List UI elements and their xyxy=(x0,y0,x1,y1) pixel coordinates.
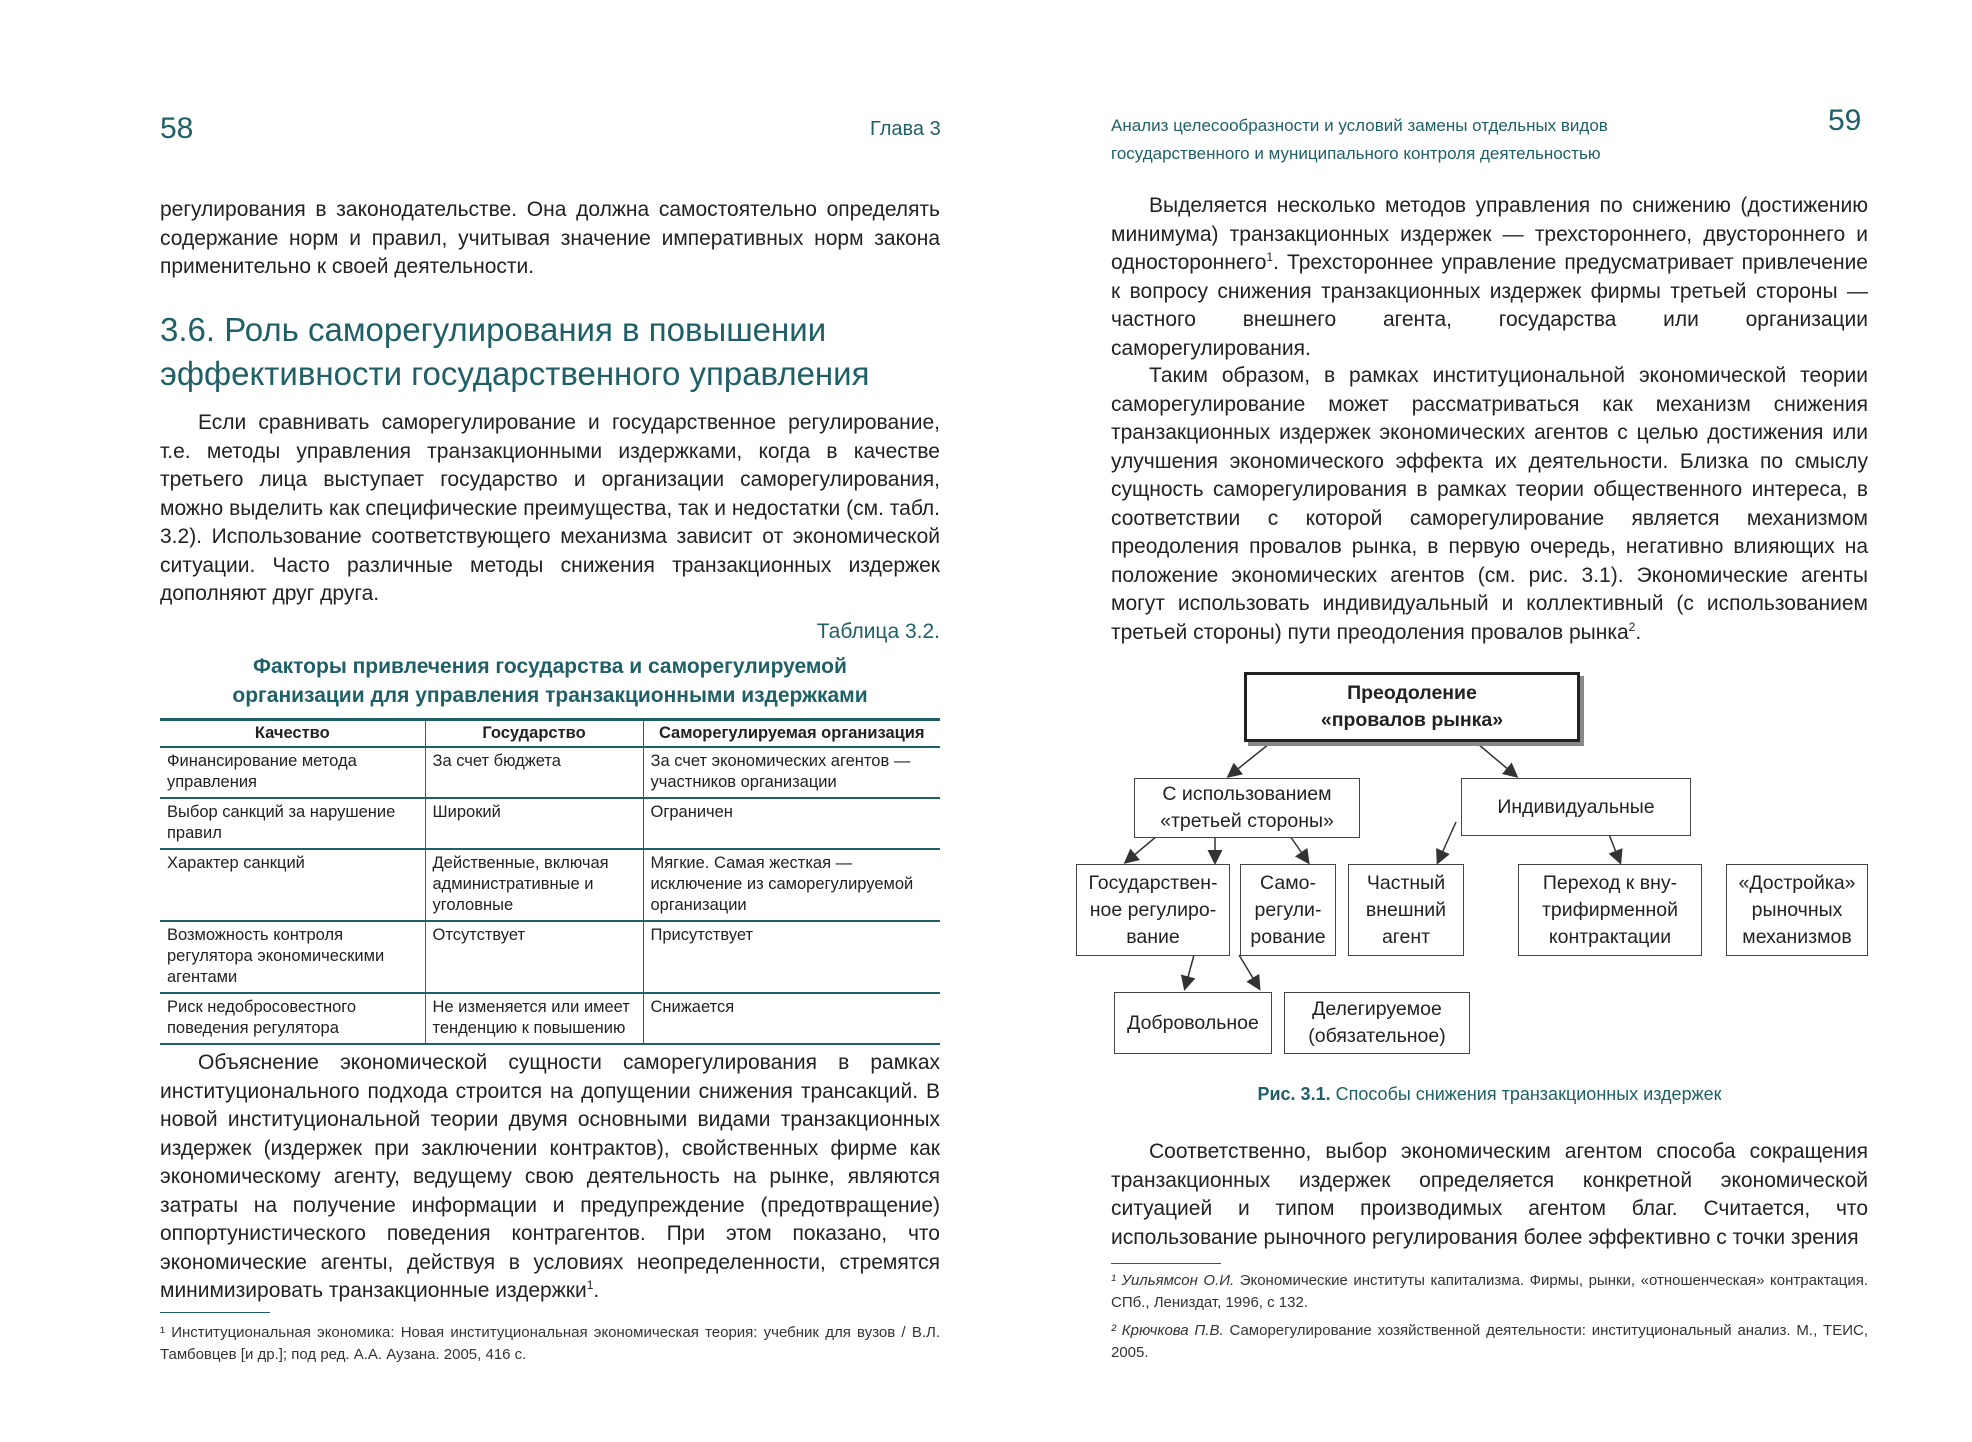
diagram-voluntary-box xyxy=(1114,992,1272,1054)
running-header xyxy=(1111,112,1711,168)
diagram-individual-box xyxy=(1461,778,1691,836)
private-line-2: внешний xyxy=(1365,898,1447,921)
intrafirm-line-2: трифирменной xyxy=(1542,898,1678,921)
figure-caption xyxy=(1111,1084,1868,1105)
table-cell: Присутствует xyxy=(643,921,940,993)
diagram-intrafirm-box xyxy=(1518,864,1702,956)
factors-table-wrapper xyxy=(160,718,940,1045)
chapter-header: Глава 3 xyxy=(870,118,941,140)
arrow-root-to-individual xyxy=(1478,744,1516,776)
table-cell: Характер санкций xyxy=(160,849,425,921)
intro-paragraph: регулирования в законодательстве. Она должна самостоятельно определять содержание норм и правил, учитывая значение императивных норм закона применительно к своей деятельности. xyxy=(160,198,940,278)
diagram-market-box xyxy=(1726,864,1868,956)
right-paragraph-1-rest: . Трехстороннее управление предусматривает привлечение к вопросу снижения транзакционных издержек фирмы третьей стороны — частного внешнего агента, государства или организации саморегулирования. xyxy=(1111,251,1868,360)
figure-label: Рис. 3.1. xyxy=(1257,1084,1331,1104)
footnote-2-author: ² Крючкова П.В. xyxy=(1111,1322,1224,1339)
footnote-1: ¹ Институциональная экономика: Новая институциональная экономическая теория: учебник для вузов / В.Л. Тамбовцев [и др.]; под ред. А.А. Аузана. 2005, 416 с. xyxy=(160,1324,940,1363)
section-title: 3.6. Роль саморегулирования в повышении эффективности государственного управления xyxy=(160,311,870,392)
footnote-ref-1[interactable]: 1 xyxy=(586,1278,594,1292)
right-paragraph-2 xyxy=(1111,362,1868,647)
table-header-cell: Качество xyxy=(160,720,425,748)
table-cell: Снижается xyxy=(643,993,940,1044)
footnote-ref-2[interactable]: 2 xyxy=(1628,619,1636,634)
diagram-private-box xyxy=(1348,864,1464,956)
footnote-rule xyxy=(1111,1263,1221,1264)
diagram-state-box xyxy=(1076,864,1230,956)
table-cell: Финансирование метода управления xyxy=(160,747,425,798)
table-cell: Выбор санкций за нарушение правил xyxy=(160,798,425,849)
footnote-1 xyxy=(1111,1270,1868,1314)
footnote-ref-1[interactable]: 1 xyxy=(1266,250,1274,264)
intrafirm-line-3: контрактации xyxy=(1548,925,1672,948)
footnote-1-text: Экономические институты капитализма. Фирмы, рынки, «отношенческая» контрактация. СПб., Лениздат, 1996, с 132. xyxy=(1111,1272,1868,1311)
arrow-root-to-third-party xyxy=(1229,744,1269,776)
section-paragraph-1: Если сравнивать саморегулирование и государственное регулирование, т.е. методы управления транзакционными издержками, когда в качестве третьего лица выступает государство и организации саморегулирования, можно выделить как специфические преимущества, так и недостатки (см. табл. 3.2). Использование соответствующего механизма зависит от экономической ситуации. Часто различные методы снижения транзакционных издержек дополняют друг друга. xyxy=(160,411,940,605)
table-row xyxy=(160,921,940,993)
state-line-3: вание xyxy=(1126,925,1180,948)
arrow-third-to-private xyxy=(1290,836,1308,862)
third-party-line-2: «третьей стороны» xyxy=(1160,810,1334,832)
figure-caption-text: Способы снижения транзакционных издержек xyxy=(1335,1084,1722,1104)
state-line-2: ное регулиро- xyxy=(1089,898,1217,921)
individual-label: Индивидуальные xyxy=(1497,795,1655,818)
delegated-line-1: Делегируемое xyxy=(1312,998,1442,1020)
table-cell: Широкий xyxy=(425,798,643,849)
section-paragraph-2 xyxy=(160,1049,940,1306)
table-title-line-1: Факторы привлечения государства и саморегулируемой xyxy=(253,655,847,678)
right-paragraph-3: Соответственно, выбор экономическим агентом способа сокращения транзакционных издержек определяется конкретной экономической ситуацией и типом производимых агентом благ. Считается, что использование рыночного регулирования более эффективно с точки зрения xyxy=(1111,1140,1868,1249)
right-paragraph-2-text: Таким образом, в рамках институциональной экономической теории саморегулирование может рассматриваться как механизм снижения транзакционных издержек экономических агентов с целью достижения или улучшения экономического эффекта их деятельности. Близка по смыслу сущность саморегулирования в рамках теории общественного интереса, в соответствии с которой саморегулирование является механизмом преодоления провалов рынка, в первую очередь, негативно влияющих на положение экономических агентов (см. рис. 3.1). Экономические агенты могут использовать индивидуальный и коллективный (с использованием третьей стороны) пути преодоления провалов рынка xyxy=(1111,364,1868,644)
arrow-selfreg-to-voluntary xyxy=(1185,955,1194,988)
root-line-1: Преодоление xyxy=(1347,682,1477,704)
private-line-3: агент xyxy=(1381,925,1431,948)
table-cell: Действенные, включая административные и уголовные xyxy=(425,849,643,921)
table-header-cell: Саморегулируемая организация xyxy=(643,720,940,748)
table-cell: Мягкие. Самая жесткая — исключение из саморегулируемой организации xyxy=(643,849,940,921)
table-cell: Отсутствует xyxy=(425,921,643,993)
diagram-root-box xyxy=(1244,672,1580,742)
running-header-line-2: государственного и муниципального контроля деятельностью xyxy=(1111,144,1601,163)
table-row xyxy=(160,993,940,1044)
delegated-line-2: (обязательное) xyxy=(1308,1025,1446,1047)
table-row xyxy=(160,747,940,798)
table-title xyxy=(160,652,940,710)
root-line-2: «провалов рынка» xyxy=(1320,709,1504,731)
market-failure-diagram xyxy=(1084,670,1884,1070)
table-cell: Не изменяется или имеет тенденцию к повышению xyxy=(425,993,643,1044)
factors-table xyxy=(160,718,940,1045)
paragraph-2-text: Объяснение экономической сущности саморегулирования в рамках институционального подхода строится на допущении снижения трансакций. В новой институциональной теории двумя основными видами транзакционных издержек (издержек при заключении контрактов), свойственных фирме как экономическому агенту, ведущему свою деятельность на рынке, являются затраты на получение информации и предупреждение (предотвращение) оппортунистического поведения контрагентов. При этом показано, что экономические агенты, действуя в условиях неопределенности, стремятся минимизировать транзакционные издержки xyxy=(160,1051,940,1302)
footnote-2 xyxy=(1111,1320,1868,1364)
table-cell: За счет экономических агентов — участников организации xyxy=(643,747,940,798)
footnote-1-author: ¹ Уильямсон О.И. xyxy=(1111,1272,1235,1289)
private-line-1: Частный xyxy=(1366,871,1446,894)
third-party-line-1: С использованием xyxy=(1162,783,1332,805)
table-row xyxy=(160,798,940,849)
selfreg-line-1: Само- xyxy=(1260,871,1316,894)
table-row xyxy=(160,849,940,921)
diagram-delegated-box xyxy=(1284,992,1470,1054)
table-cell: Ограничен xyxy=(643,798,940,849)
table-cell: Возможность контроля регулятора экономическими агентами xyxy=(160,921,425,993)
page-number: 59 xyxy=(1828,104,1862,137)
right-paragraph-1-text: Выделяется несколько методов управления по снижению (достижению минимума) транзакционных издержек — трехстороннего, двустороннего и одностороннего xyxy=(1111,194,1868,274)
table-title-line-2: организации для управления транзакционными издержками xyxy=(232,684,868,707)
state-line-1: Государствен- xyxy=(1088,871,1218,894)
market-line-3: механизмов xyxy=(1742,925,1852,948)
voluntary-label: Добровольное xyxy=(1127,1011,1259,1034)
table-cell: За счет бюджета xyxy=(425,747,643,798)
selfreg-line-3: рование xyxy=(1250,925,1326,948)
right-paragraph-2-end: . xyxy=(1635,620,1642,644)
market-line-1: «Достройка» xyxy=(1738,871,1856,894)
paragraph-2-end: . xyxy=(593,1279,600,1302)
table-header-cell: Государство xyxy=(425,720,643,748)
diagram-third-party-box xyxy=(1134,778,1360,838)
intrafirm-line-1: Переход к вну- xyxy=(1542,871,1678,894)
right-paragraph-1 xyxy=(1111,192,1868,363)
arrow-individual-to-intrafirm xyxy=(1438,822,1456,862)
footnote-rule xyxy=(160,1312,270,1313)
footnote-2-text: Саморегулирование хозяйственной деятельности: институциональный анализ. М., ТЕИС, 2005. xyxy=(1111,1322,1869,1361)
running-header-line-1: Анализ целесообразности и условий замены отдельных видов xyxy=(1111,116,1608,135)
selfreg-line-2: регули- xyxy=(1254,898,1322,921)
table-header-row xyxy=(160,720,940,748)
diagram-selfreg-box xyxy=(1240,864,1336,956)
right-page xyxy=(986,0,1972,1442)
arrow-selfreg-to-delegated xyxy=(1239,955,1259,988)
table-label: Таблица 3.2. xyxy=(816,620,940,643)
arrow-third-to-state xyxy=(1126,836,1157,862)
page-number: 58 xyxy=(160,112,194,145)
market-line-2: рыночных xyxy=(1751,898,1843,921)
table-cell: Риск недобросовестного поведения регулятора xyxy=(160,993,425,1044)
